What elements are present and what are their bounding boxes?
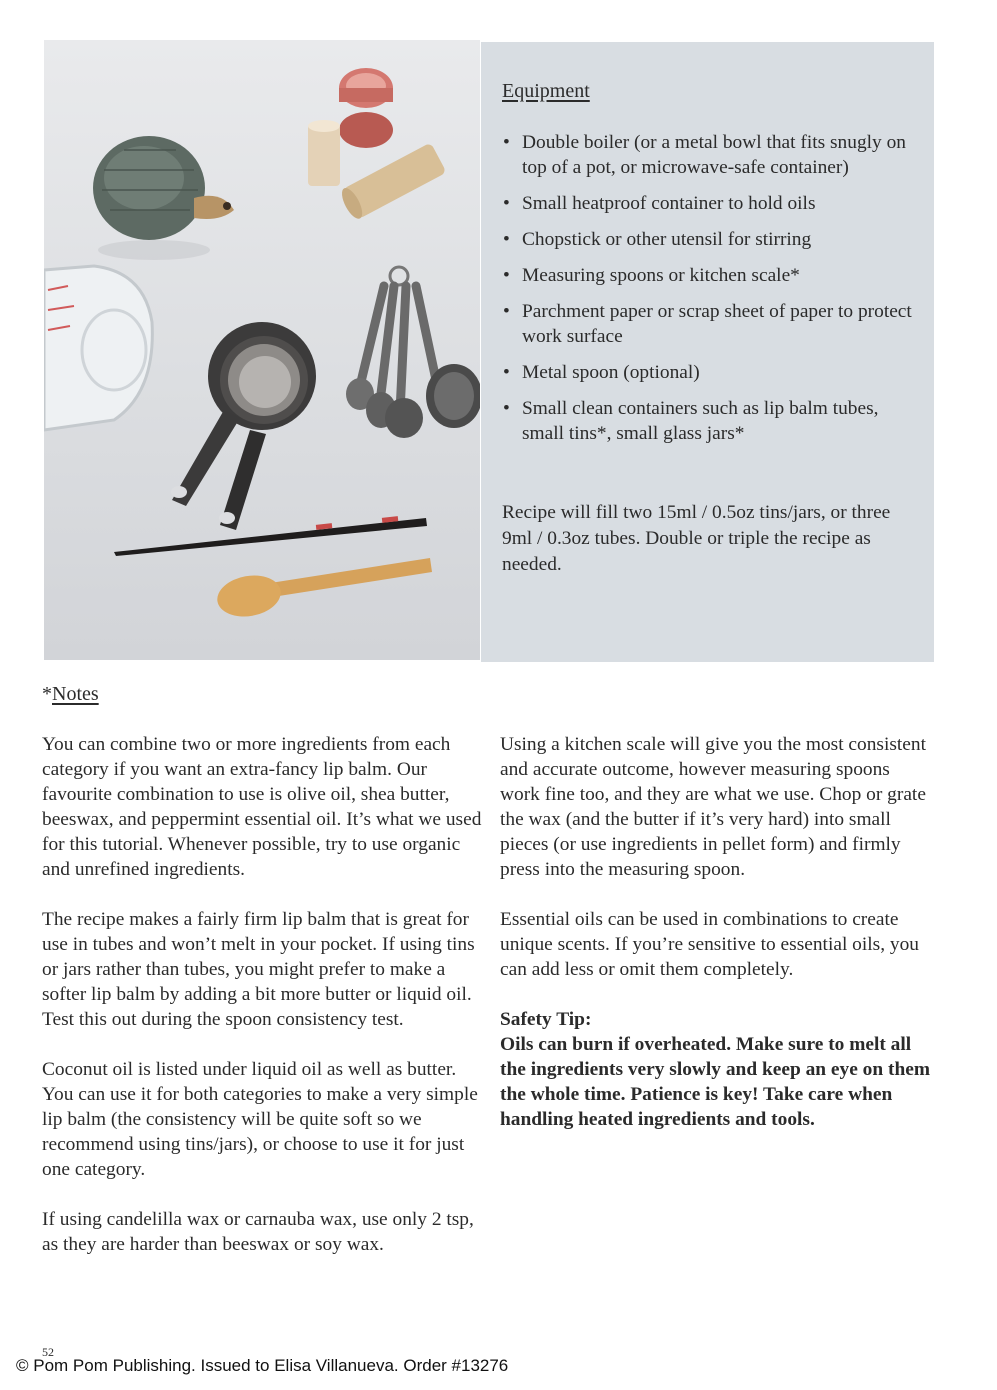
equipment-panel [481, 42, 934, 662]
safety-tip-body: Oils can burn if overheated. Make sure to melt all the ingredients very slowly and keep an eye on them the whole time. Patience is key! Take care when handling heated ingredients and tools. [500, 1034, 931, 1130]
list-item: • Chopstick or other utensil for stirring [503, 229, 812, 250]
paragraph: Coconut oil is listed under liquid oil as well as butter. You can use it for both categories to make a very simple lip balm (the consistency will be quite soft so we recommend using tins/jars), or choose to use it for just one category. [42, 1059, 478, 1180]
recipe-note: Recipe will fill two 15ml / 0.5oz tins/jars, or three 9ml / 0.3oz tubes. Double or triple the recipe as needed. [502, 502, 891, 575]
paragraph: Essential oils can be used in combinations to create unique scents. If you’re sensitive to essential oils, you can add less or omit them completely. [500, 909, 919, 980]
notes-heading: *Notes [42, 683, 99, 705]
measuring-cups [171, 322, 316, 530]
list-item: • Measuring spoons or kitchen scale* [503, 265, 800, 286]
page-number: 52 [42, 1345, 54, 1359]
wooden-spoon [214, 558, 432, 621]
hedgehog-figurine [93, 136, 234, 260]
measuring-jug [44, 266, 152, 430]
measuring-spoons [346, 267, 480, 438]
notes-left-column [42, 732, 482, 1282]
equipment-photo [44, 40, 480, 660]
equipment-heading: Equipment [502, 80, 590, 102]
paragraph: If using candelilla wax or carnauba wax, use only 2 tsp, as they are harder than beeswax or soy wax. [42, 1209, 474, 1255]
list-item: • Small clean containers such as lip balm tubes, small tins*, small glass jars* [503, 398, 879, 444]
list-item: • Metal spoon (optional) [503, 362, 700, 383]
paragraph: The recipe makes a fairly firm lip balm that is great for use in tubes and won’t melt in your pocket. If using tins or jars rather than tubes, you might prefer to make a softer lip balm by adding a bit more butter or liquid oil. Test this out during the spoon consistency test. [42, 909, 475, 1030]
safety-tip-heading: Safety Tip: [500, 1009, 592, 1030]
equipment-list [502, 130, 917, 457]
list-item: • Parchment paper or scrap sheet of paper to protect work surface [503, 301, 912, 347]
paragraph: You can combine two or more ingredients from each category if you want an extra-fancy lip balm. Our favourite combination to use is olive oil, shea butter, beeswax, and peppermint essential oil. It’s what we used for this tutorial. Whenever possible, try to use organic and unrefined ingredients. [42, 734, 482, 880]
copyright-notice: © Pom Pom Publishing. Issued to Elisa Villanueva. Order #13276 [16, 1356, 509, 1375]
paragraph: Using a kitchen scale will give you the most consistent and accurate outcome, however measuring spoons work fine too, and they are what we use. Chop or grate the wax (and the butter if it’s very hard) into small pieces (or use ingredients in pellet form) and firmly press into the measuring spoon. [500, 734, 926, 880]
chopstick [114, 516, 427, 556]
lip-balm-tin [339, 68, 393, 148]
notes-right-column [500, 732, 930, 1132]
list-item: • Double boiler (or a metal bowl that fits snugly on top of a pot, or microwave-safe container) [503, 132, 906, 178]
list-item: • Small heatproof container to hold oils [503, 193, 816, 214]
